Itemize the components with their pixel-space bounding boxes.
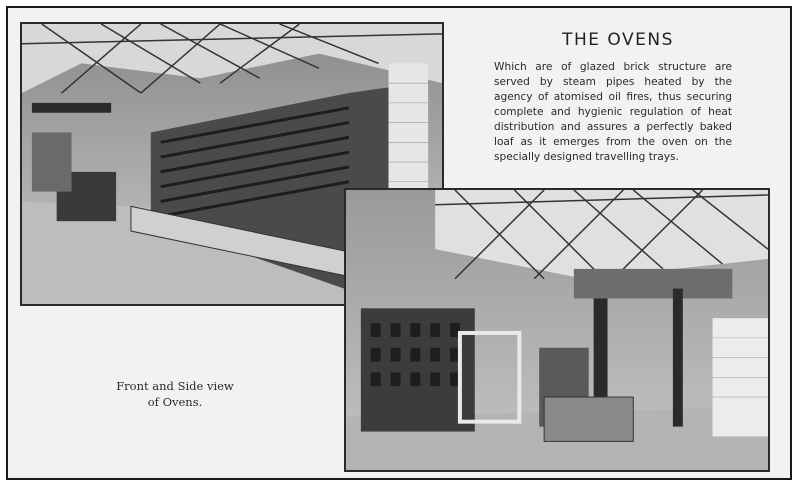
ovens-side-photo [344,188,770,472]
description-text: Which are of glazed brick structure are served by steam pipes heated by the agency of atomised oil fires, thus securing complete and hygienic regulation of heat distribution and assures a perfectly baked loaf as it emerges from the oven on the specially designed travelling trays. [494,61,732,163]
caption-line-1: Front and Side view [116,379,234,393]
caption-line-2: of Ovens. [147,395,203,409]
photo-caption [100,378,250,410]
document-page [6,6,792,480]
page-title: THE OVENS [562,30,674,50]
